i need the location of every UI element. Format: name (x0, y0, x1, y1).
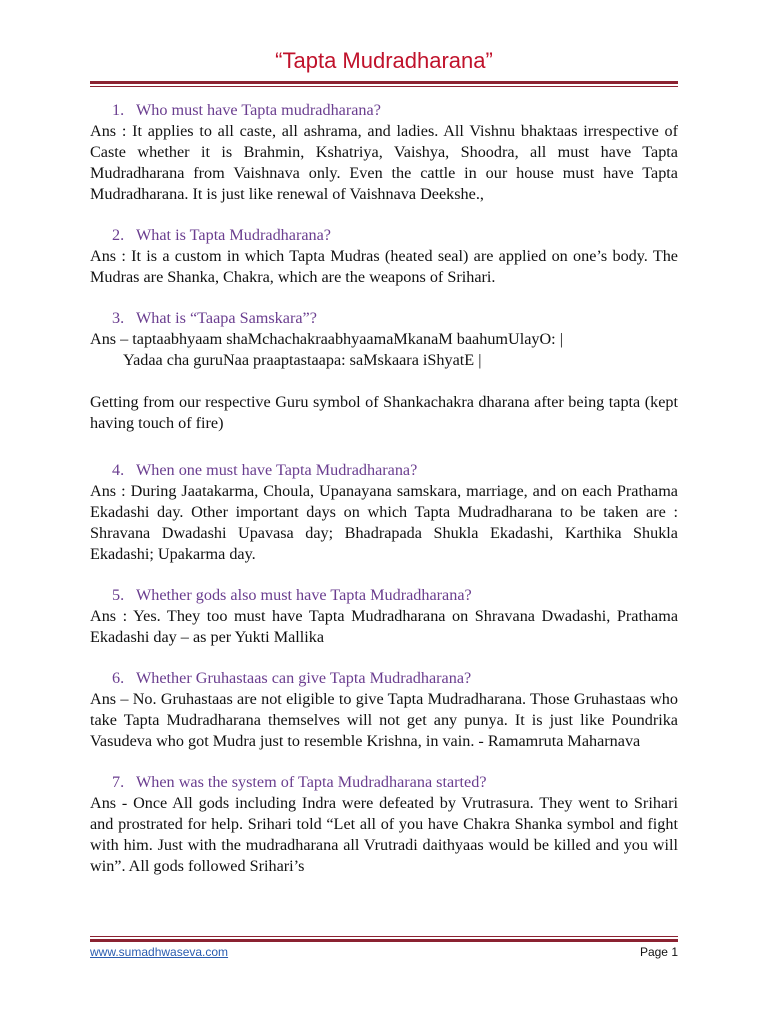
question-text: Whether Gruhastaas can give Tapta Mudradharana? (136, 669, 472, 687)
question-text: Who must have Tapta mudradharana? (136, 101, 381, 119)
page-title: “Tapta Mudradharana” (275, 48, 493, 73)
spacer (90, 434, 678, 454)
question-number: 2. (112, 226, 125, 244)
question-number: 1. (112, 101, 125, 119)
question-7 (90, 772, 678, 793)
website-link[interactable]: www.sumadhwaseva.com (90, 945, 229, 959)
question-text: What is “Taapa Samskara”? (136, 309, 317, 327)
question-6 (90, 668, 678, 689)
question-text: What is Tapta Mudradharana? (136, 226, 331, 244)
footer-rule-thin (90, 936, 678, 937)
question-2 (90, 225, 678, 246)
document-body (90, 94, 678, 877)
question-text: When was the system of Tapta Mudradharana started? (136, 773, 487, 791)
verse-line-2: Yadaa cha guruNaa praaptastaapa: saMskaara iShyatE | (123, 351, 482, 369)
answer-1: Ans : It applies to all caste, all ashrama, and ladies. All Vishnu bhaktaas irrespective of Caste whether it is Brahmin, Kshatriya, Vaishya, Shoodra, all must have Tapta Mudradharana from Vaishnava only. Even the cattle in our house must have Tapta Mudradharana. It is just like renewal of Vaishnava Deekshe., (90, 122, 678, 203)
question-text: When one must have Tapta Mudradharana? (136, 461, 418, 479)
answer-4: Ans : During Jaatakarma, Choula, Upanayana samskara, marriage, and on each Prathama Ekadashi day. Other important days on which Tapta Mudradharana to be taken are : Shravana Dwadashi Upavasa day; Bhadrapada Shukla Ekadashi, Karthika Shukla Ekadashi; Upakarma day. (90, 482, 678, 563)
answer-2: Ans : It is a custom in which Tapta Mudras (heated seal) are applied on one’s body. The Mudras are Shanka, Chakra, which are the weapons of Srihari. (90, 247, 678, 286)
question-5 (90, 585, 678, 606)
question-number: 4. (112, 461, 125, 479)
header-rule-thick (90, 81, 678, 84)
verse-line-1: Ans – taptaabhyaam shaMchachakraabhyaamaMkanaM baahumUlayO: | (90, 330, 563, 348)
question-number: 5. (112, 586, 125, 604)
answer-5: Ans : Yes. They too must have Tapta Mudradharana on Shravana Dwadashi, Prathama Ekadashi day – as per Yukti Mallika (90, 607, 678, 646)
question-1 (90, 100, 678, 121)
answer-7: Ans - Once All gods including Indra were defeated by Vrutrasura. They went to Srihari and prostrated for help. Srihari told “Let all of you have Chakra Shanka symbol and fight with him. Just with the mudradharana all Vrutradi daithyaas would be killed and you will win”. All gods followed Srihari’s (90, 794, 678, 875)
answer-6: Ans – No. Gruhastaas are not eligible to give Tapta Mudradharana. Those Gruhastaas who take Tapta Mudradharana themselves will not get any punya. It is just like Poundrika Vasudeva who got Mudra just to resemble Krishna, in vain. - Ramamruta Maharnava (90, 690, 678, 750)
page-number: Page 1 (639, 945, 678, 959)
answer-3-explanation: Getting from our respective Guru symbol of Shankachakra dharana after being tapta (kept having touch of fire) (90, 393, 678, 432)
question-number: 6. (112, 669, 125, 687)
answer-3 (90, 329, 678, 434)
question-number: 7. (112, 773, 125, 791)
spacer (90, 371, 678, 392)
question-3 (90, 308, 678, 329)
header-rule-thin (90, 86, 678, 87)
question-number: 3. (112, 309, 125, 327)
page-footer (90, 945, 678, 959)
footer-rule-thick (90, 939, 678, 942)
question-4 (90, 460, 678, 481)
question-text: Whether gods also must have Tapta Mudradharana? (136, 586, 472, 604)
